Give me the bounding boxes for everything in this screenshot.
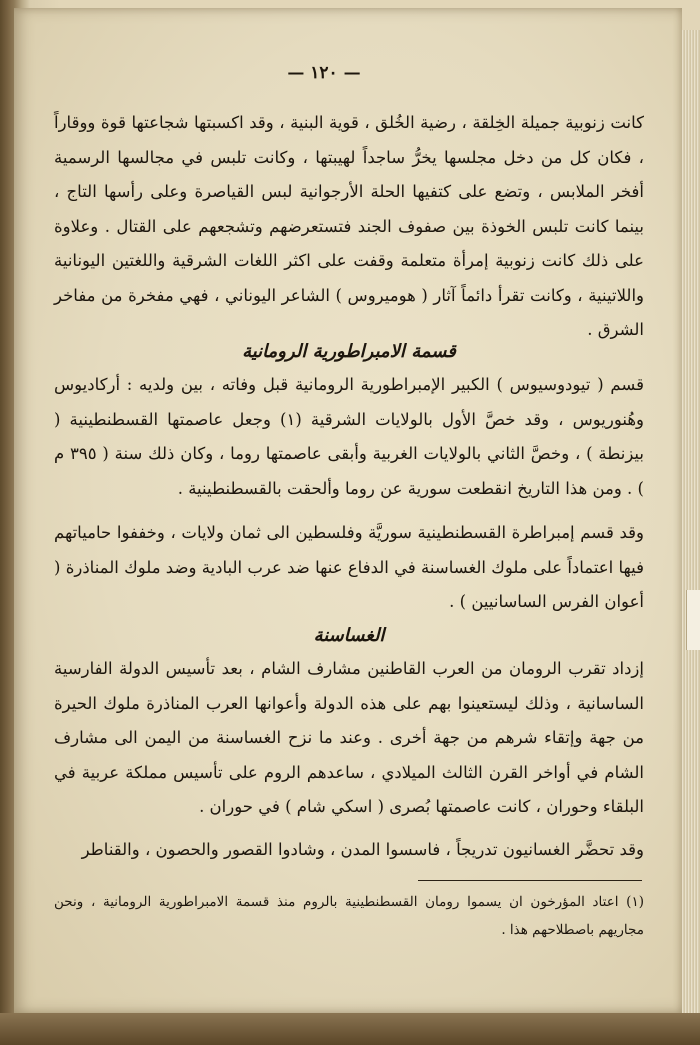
book-fore-edge <box>682 30 700 1030</box>
section-heading-division-of-empire: قسمة الامبراطورية الرومانية <box>242 341 456 362</box>
scan-background <box>0 1013 700 1045</box>
footnote: (١) اعتاد المؤرخون ان يسموا رومان القسطنطينية بالروم منذ قسمة الامبراطورية الرومانية ، ونحن مجاريهم باصطلاحهم هذا . <box>54 894 644 938</box>
paragraph-ghassanids: إزداد تقرب الرومان من العرب القاطنين مشارف الشام ، بعد تأسيس الدولة الفارسية الساسانية ، وذلك ليستعينوا بهم على هذه الدولة وأعوانها العرب المناذرة ملوك الحيرة من جهة وإتقاء شرهم من جهة أخرى . وعند ما نزح الغساسنة من اليمن الى مشارف الشام في أواخر القرن الثالث الميلادي ، ساعدهم الروم على تأسيس مملكة عربية في البلقاء وحوران ، كانت عاصمتها بُصرى ( اسكي شام ) في حوران . <box>54 659 644 816</box>
paragraph-provinces: وقد قسم إمبراطرة القسطنطينية سوريَّة وفلسطين الى ثمان ولايات ، وخففوا حامياتهم فيها اعتماداً على ملوك الغساسنة في الدفاع عنها ضد عرب البادية وضد ملوك المناذرة ( أعوان الفرس الساسانيين ) . <box>54 523 644 611</box>
paragraph-zenobia: كانت زنوبية جميلة الخِلقة ، رضية الخُلق ، قوية البنية ، وقد اكسبتها شجاعتها قوة ووقاراً ، فكان كل من دخل مجلسها يخرُّ ساجداً لهيبتها ، وكانت تلبس في مجالسها الرسمية أفخر الملابس ، وتضع على كتفيها الحلة الأرجوانية لبس القياصرة وعلى رأسها التاج ، بينما كانت تلبس الخوذة بين صفوف الجند فتستعرضهم وتشجعهم على القتال . وعلاوة على ذلك كانت زنوبية إمرأة متعلمة وقفت على اكثر اللغات الشرقية واللغتين اليونانية واللاتينية ، وكانت تقرأ دائماً آثار ( هوميروس ) الشاعر اليوناني ، فهي مفخرة من مفاخر الشرق . <box>54 113 644 339</box>
paragraph-theodosius: قسم ( تيودوسيوس ) الكبير الإمبراطورية الرومانية قبل وفاته ، بين ولديه : أركاديوس وهُنوريوس ، وقد خصَّ الأول بالولايات الشرقية (١) وجعل عاصمتها القسطنطينية ( بيزنطة ) ، وخصَّ الثاني بالولايات الغربية وأبقى عاصمتها روما ، وكان ذلك سنة ( ٣٩٥ م ) . ومن هذا التاريخ انقطعت سورية عن روما وألحقت بالقسطنطينية . <box>54 375 645 498</box>
page-number: — ١٢٠ — <box>287 63 361 83</box>
page-marker-tab <box>686 590 700 650</box>
paragraph-civilization: وقد تحضَّر الغسانيون تدريجاً ، فاسسوا المدن ، وشادوا القصور والحصون ، والقناطر <box>81 840 644 859</box>
footnote-divider <box>418 880 642 881</box>
section-heading-ghassanids: الغساسنة <box>313 625 385 646</box>
book-page <box>14 8 682 1013</box>
